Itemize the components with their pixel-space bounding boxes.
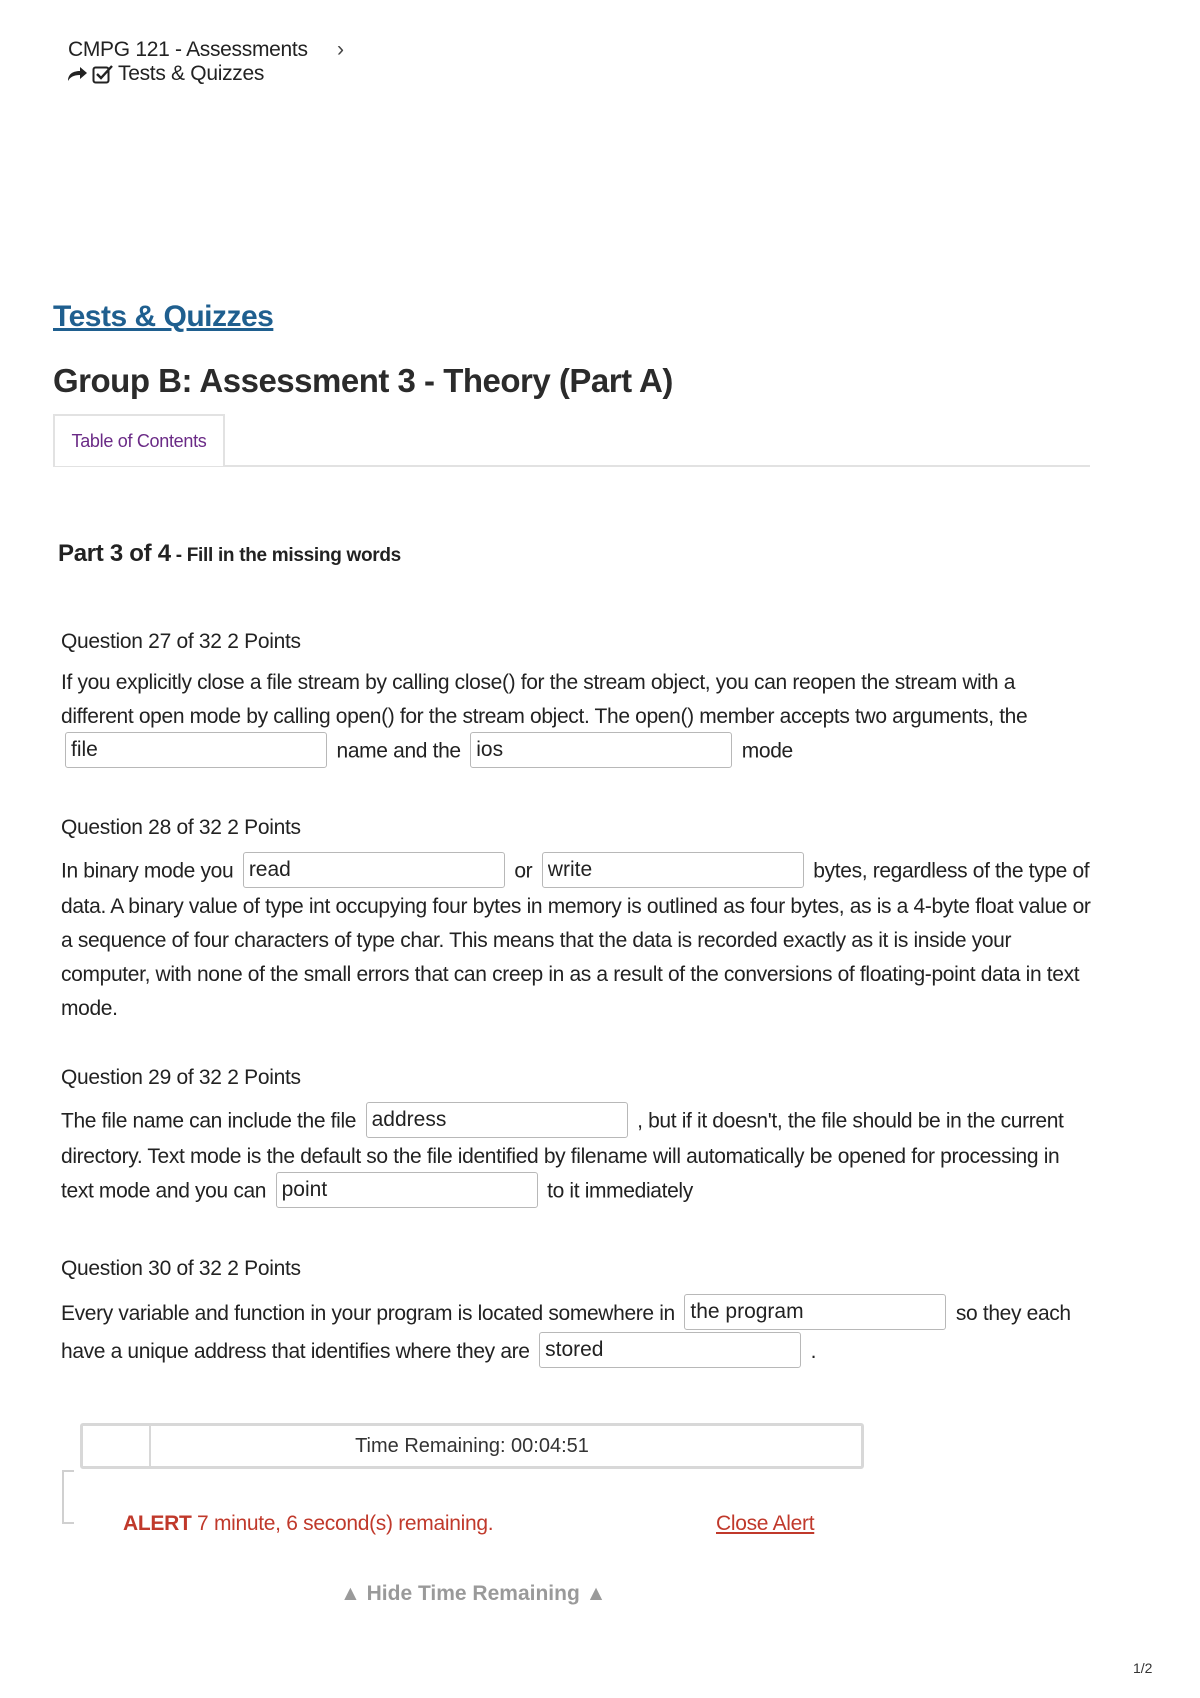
- part-subtitle: - Fill in the missing words: [170, 545, 401, 566]
- question-text: Every variable and function in your program is located somewhere in the program so they each have a unique address that identifies where they are stored .: [61, 1295, 1091, 1371]
- question-text: If you explicitly close a file stream by calling close() for the stream object, you can reopen the stream with a different open mode by calling open() for the stream object. The open() member accepts two arguments, the file name and the ios mode: [61, 666, 1091, 770]
- answer-input[interactable]: [542, 852, 804, 888]
- answer-input[interactable]: [243, 852, 505, 888]
- answer-input[interactable]: [366, 1102, 628, 1138]
- answer-input[interactable]: [276, 1172, 538, 1208]
- hide-time-remaining-button[interactable]: ▲ Hide Time Remaining ▲: [340, 1582, 607, 1605]
- answer-input[interactable]: [470, 732, 732, 768]
- question-title: Question 28 of 32 2 Points: [61, 816, 301, 839]
- checkbox-checked-icon: [92, 64, 114, 84]
- question-text: In binary mode you read or write bytes, regardless of the type of data. A binary value of type int occupying four bytes in memory is outlined as four bytes, as is a 4-byte float value or a sequence of four characters of type char. This means that the data is recorded exactly as it is inside your computer, with none of the small errors that can creep in as a result of the conversions of floating-point data in text mode.: [61, 854, 1091, 1026]
- tests-quizzes-link[interactable]: Tests & Quizzes: [53, 300, 274, 333]
- question-title: Question 27 of 32 2 Points: [61, 630, 301, 653]
- alert-label: ALERT: [123, 1512, 192, 1535]
- answer-input[interactable]: [65, 732, 327, 768]
- question-title: Question 29 of 32 2 Points: [61, 1066, 301, 1089]
- question-text: The file name can include the file address , but if it doesn't, the file should be in the current directory. Text mode is the default so the file identified by filename will automatically be opened for processing in text mode and you can point to it immediately: [61, 1104, 1091, 1210]
- answer-input[interactable]: [539, 1332, 801, 1368]
- time-remaining-text: Time Remaining: 00:04:51: [355, 1435, 589, 1457]
- alert-text: 7 minute, 6 second(s) remaining.: [191, 1512, 494, 1535]
- close-alert-link[interactable]: Close Alert: [716, 1512, 815, 1535]
- time-remaining-bar: [80, 1423, 864, 1469]
- chevron-right-icon: ›: [337, 38, 344, 61]
- part-heading: [58, 540, 401, 568]
- redo-arrow-icon: [66, 65, 88, 83]
- time-alert: [123, 1512, 493, 1536]
- breadcrumb-section[interactable]: [66, 62, 264, 86]
- breadcrumb-course[interactable]: CMPG 121 - Assessments: [68, 38, 308, 61]
- answer-input[interactable]: [684, 1294, 946, 1330]
- breadcrumb-section-label: Tests & Quizzes: [118, 62, 265, 85]
- page-title: Group B: Assessment 3 - Theory (Part A): [53, 362, 673, 399]
- alert-bracket: [62, 1470, 74, 1524]
- part-label: Part 3 of 4: [58, 540, 171, 567]
- page-number: 1/2: [1133, 1660, 1153, 1676]
- tab-table-of-contents[interactable]: Table of Contents: [53, 414, 225, 466]
- question-title: Question 30 of 32 2 Points: [61, 1257, 301, 1280]
